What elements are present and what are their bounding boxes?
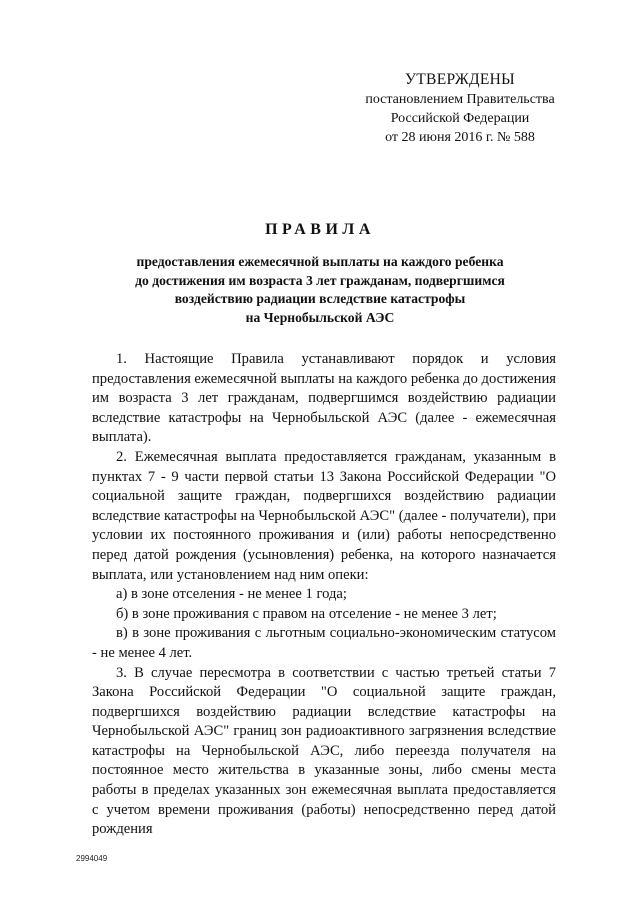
approved-by-line: постановлением Правительства (365, 92, 555, 107)
document-title-block (0, 221, 640, 327)
document-subtitle (85, 253, 555, 327)
paragraph-2: 2. Ежемесячная выплата предоставляется гражданам, указанным в пунктах 7 - 9 части первой статьи 13 Закона Российской Федерации "О социальной защите граждан, подвергшихся воздействию радиации вследствие катастрофы на Чернобыльской АЭС" (далее - получатели), при условии их постоянного проживания и (или) работы непосредственно перед датой рождения (усыновления) ребенка, на которого назначается выплата, или установлением над ним опеки: (92, 448, 556, 583)
subitem-b: б) в зоне проживания с правом на отселение - не менее 3 лет; (116, 605, 497, 622)
subitem-a: а) в зоне отселения - не менее 1 года; (116, 586, 347, 603)
paragraph-3: 3. В случае пересмотра в соответствии с частью третьей статьи 7 Закона Российской Федерации "О социальной защите граждан, подвергшихся воздействию радиации вследствие катастрофы на Чернобыльской АЭС" границ зон радиоактивного загрязнения вследствие катастрофы на Чернобыльской АЭС, либо переезда получателя на постоянное место жительства в указанные зоны, либо смены места работы в пределах указанных зон ежемесячная выплата предоставляется с учетом времени проживания (работы) непосредственно перед датой рождения (92, 664, 556, 838)
document-code: 2994049 (76, 854, 108, 863)
subtitle-line: на Чернобыльской АЭС (245, 309, 395, 325)
subtitle-line: до достижения им возраста 3 лет гражданам, подвергшимся (135, 272, 505, 288)
approval-stamp (330, 70, 590, 147)
approved-by-country-line: Российской Федерации (390, 111, 530, 126)
document-body (92, 350, 556, 840)
paragraph-1: 1. Настоящие Правила устанавливают порядок и условия предоставления ежемесячной выплаты на каждого ребенка до достижения им возраста 3 лет гражданам, подвергшимся воздействию радиации вследствие катастрофы на Чернобыльской АЭС (далее - ежемесячная выплата). (92, 351, 556, 446)
subtitle-line: воздействию радиации вследствие катастрофы (174, 291, 466, 306)
subitem-c: в) в зоне проживания с льготным социально-экономическим статусом - не менее 4 лет. (92, 625, 556, 661)
document-title: ПРАВИЛА (265, 221, 375, 238)
approved-label: УТВЕРЖДЕНЫ (405, 71, 515, 88)
subtitle-line: предоставления ежемесячной выплаты на каждого ребенка (136, 254, 504, 269)
approval-date-number: от 28 июня 2016 г. № 588 (385, 130, 535, 145)
